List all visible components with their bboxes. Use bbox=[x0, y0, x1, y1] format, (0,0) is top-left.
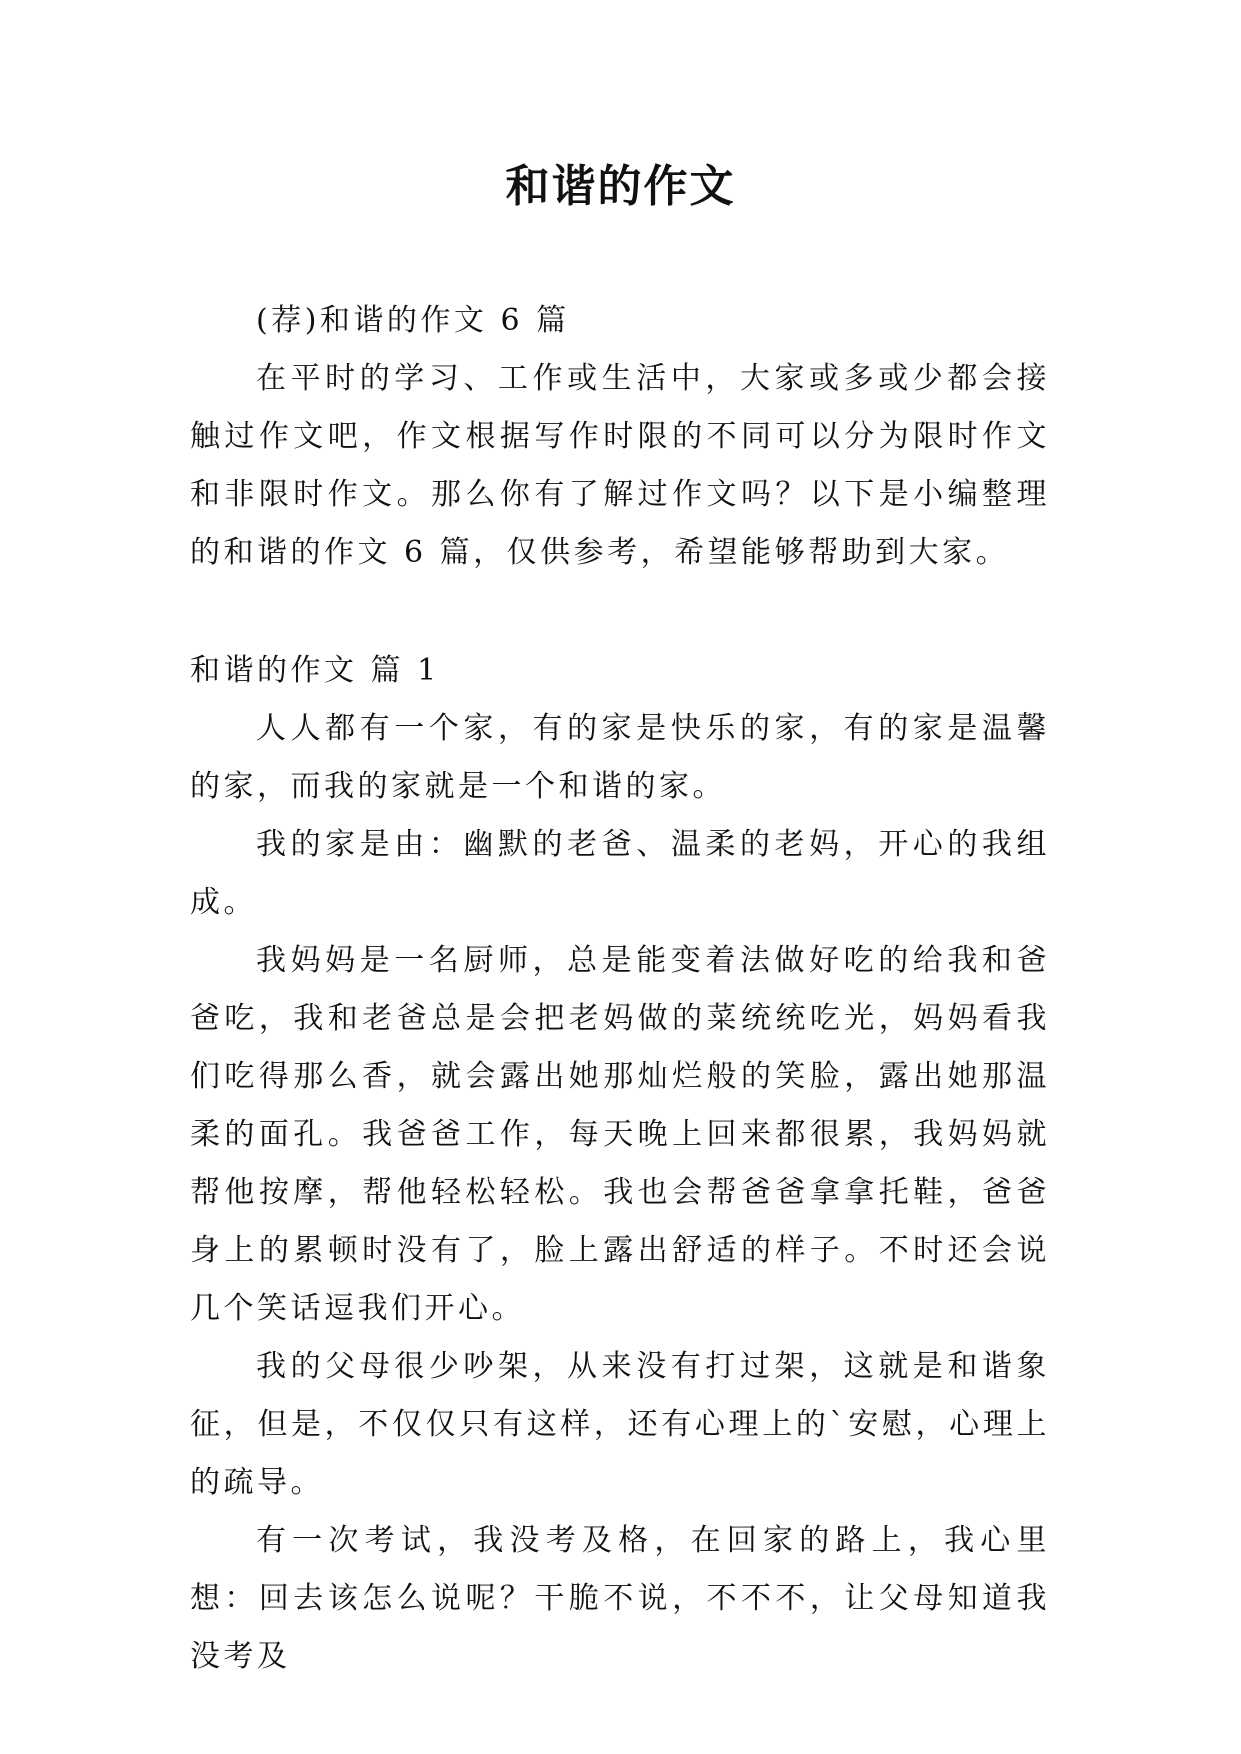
section-gap bbox=[190, 582, 1050, 642]
document-body bbox=[190, 292, 1050, 1686]
document-title: 和谐的作文 bbox=[505, 161, 736, 212]
body-paragraph: 有一次考试，我没考及格，在回家的路上，我心里想：回去该怎么说呢？干脆不说，不不不，让父母知道我没考及 bbox=[190, 1523, 1050, 1674]
body-paragraph: 我妈妈是一名厨师，总是能变着法做好吃的给我和爸爸吃，我和老爸总是会把老妈做的菜统统吃光，妈妈看我们吃得那么香，就会露出她那灿烂般的笑脸，露出她那温柔的面孔。我爸爸工作，每天晚上回来都很累，我妈妈就帮他按摩，帮他轻松轻松。我也会帮爸爸拿拿托鞋，爸爸身上的累顿时没有了，脸上露出舒适的样子。不时还会说几个笑话逗我们开心。 bbox=[190, 943, 1050, 1326]
body-paragraph: 我的家是由：幽默的老爸、温柔的老妈，开心的我组成。 bbox=[190, 827, 1050, 920]
body-paragraph: 我的父母很少吵架，从来没有打过架，这就是和谐象征，但是，不仅仅只有这样，还有心理上的`安慰，心理上的疏导。 bbox=[190, 1349, 1050, 1500]
section-heading: 和谐的作文 篇 1 bbox=[190, 653, 440, 688]
intro-paragraph: 在平时的学习、工作或生活中，大家或多或少都会接触过作文吧，作文根据写作时限的不同可以分为限时作文和非限时作文。那么你有了解过作文吗？以下是小编整理的和谐的作文 6 篇，仅供参考，希望能够帮助到大家。 bbox=[190, 361, 1050, 570]
document-subtitle: (荐)和谐的作文 6 篇 bbox=[256, 303, 570, 338]
body-paragraph: 人人都有一个家，有的家是快乐的家，有的家是温馨的家，而我的家就是一个和谐的家。 bbox=[190, 711, 1050, 804]
